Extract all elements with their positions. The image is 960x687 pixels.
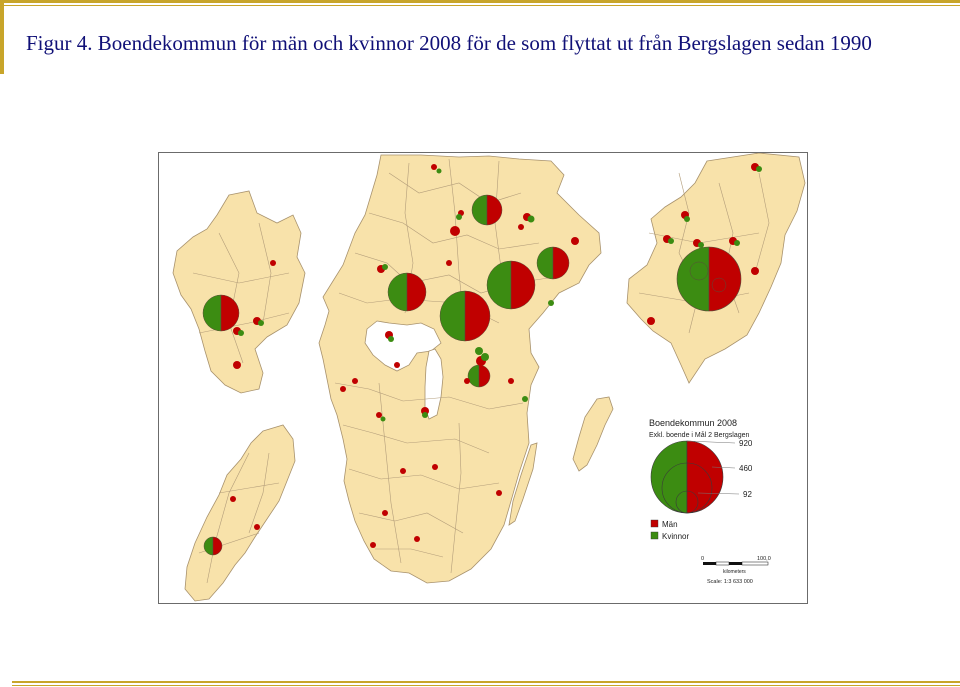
- legend-label-men: Män: [662, 520, 678, 529]
- scale-bar: [703, 562, 768, 565]
- legend-swatch-men: [651, 520, 658, 527]
- legend-size-small: 92: [743, 490, 752, 499]
- legend-size-symbols: [651, 441, 739, 513]
- bottom-accent-rule-thin: [12, 685, 960, 686]
- legend-size-large: 920: [739, 439, 753, 448]
- pie-symbol-karlstad: [388, 273, 426, 311]
- scale-ratio: Scale: 1:3 633 000: [707, 579, 753, 585]
- figure-title: Figur 4. Boendekommun för män och kvinnor 2008 för de som flyttat ut från Bergslagen sedan 1990: [26, 31, 872, 55]
- pie-symbol-malmo: [204, 537, 222, 555]
- scale-bar-end: 100,0: [757, 556, 771, 562]
- legend-label-women: Kvinnor: [662, 532, 690, 541]
- bottom-accent-rule: [12, 681, 960, 683]
- pie-symbol-linkoping: [468, 365, 490, 387]
- scale-bar-unit: kilometers: [723, 569, 746, 575]
- scale-bar-start: 0: [701, 556, 705, 562]
- pie-symbol-stockholm: [677, 247, 741, 311]
- legend-size-medium: 460: [739, 464, 753, 473]
- legend-subtitle: Exkl. boende i Mål 2 Bergslagen: [649, 432, 750, 439]
- pie-symbol-vasteras: [487, 261, 535, 309]
- pie-symbol-uppsala: [537, 247, 569, 279]
- top-accent-rule-thin: [0, 5, 960, 6]
- map-frame: [158, 152, 808, 604]
- legend-swatch-women: [651, 532, 658, 539]
- pie-symbol-goteborg: [203, 295, 239, 331]
- left-accent-tick: [0, 0, 4, 74]
- map-canvas: [159, 153, 809, 605]
- top-accent-rule: [0, 0, 960, 3]
- skane-region: [185, 425, 295, 601]
- legend: [649, 418, 771, 585]
- pie-symbol-orebro: [440, 291, 490, 341]
- pie-symbol-gavle: [472, 195, 502, 225]
- gotland-island: [573, 397, 613, 471]
- legend-title: Boendekommun 2008: [649, 418, 738, 428]
